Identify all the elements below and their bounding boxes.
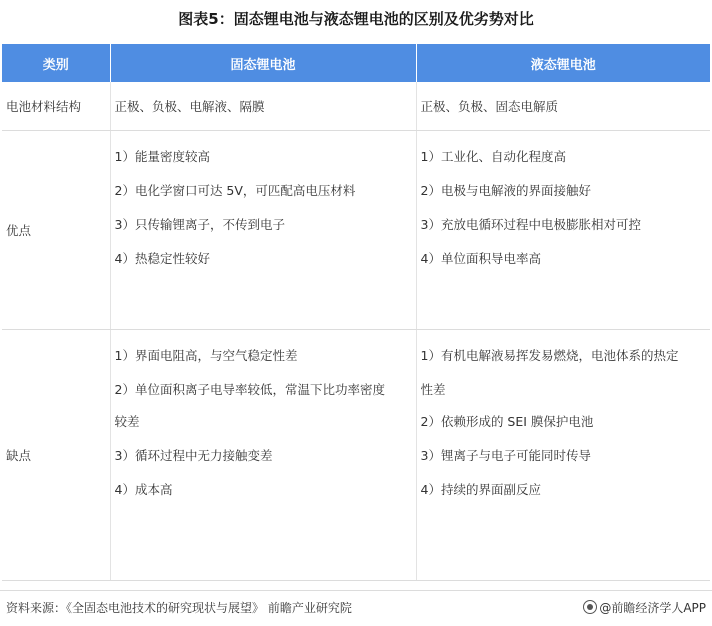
brand-credit (583, 599, 706, 616)
advantage-solid-1: 1）能量密度较高 (114, 149, 210, 164)
disadvantage-liquid-2: 2）依赖形成的 SEI 膜保护电池 (420, 414, 594, 429)
disadvantage-liquid-3: 3）锂离子与电子可能同时传导 (420, 448, 591, 463)
footer (0, 590, 712, 623)
disadvantage-solid-1: 1）界面电阻高，与空气稳定性差 (114, 348, 298, 363)
row-label-structure: 电池材料结构 (2, 82, 110, 131)
row-label-disadvantages: 缺点 (2, 330, 110, 581)
cell-structure-liquid (416, 82, 710, 131)
structure-liquid-text: 正极、负极、固态电解质 (420, 99, 559, 114)
header-solid-battery: 固态锂电池 (110, 44, 416, 82)
figure-title: 图表5：固态锂电池与液态锂电池的区别及优劣势对比 (178, 10, 534, 28)
header-liquid-battery: 液态锂电池 (416, 44, 710, 82)
advantage-solid-3: 3）只传输锂离子，不传到电子 (114, 217, 285, 232)
advantage-liquid-1: 1）工业化、自动化程度高 (420, 149, 566, 164)
structure-solid-text: 正极、负极、电解液、隔膜 (114, 99, 265, 114)
disadvantage-liquid-1: 1）有机电解液易挥发易燃烧，电池体系的热定 (420, 348, 679, 363)
cell-disadvantages-solid (110, 330, 416, 581)
cell-advantages-liquid (416, 131, 710, 330)
advantage-solid-4: 4）热稳定性较好 (114, 251, 210, 266)
advantage-liquid-3: 3）充放电循环过程中电极膨胀相对可控 (420, 217, 641, 232)
disadvantage-solid-4: 4）成本高 (114, 482, 173, 497)
brand-text: @前瞻经济学人APP (599, 601, 706, 615)
table-row-disadvantages (2, 330, 710, 581)
advantage-liquid-2: 2）电极与电解液的界面接触好 (420, 183, 591, 198)
advantage-solid-2: 2）电化学窗口可达 5V，可匹配高电压材料 (114, 183, 356, 198)
row-label-advantages: 优点 (2, 131, 110, 330)
table-row-advantages (2, 131, 710, 330)
disadvantage-solid-2: 2）单位面积离子电导率较低，常温下比功率密度 (114, 382, 385, 397)
brand-logo-icon (583, 600, 597, 614)
cell-structure-solid (110, 82, 416, 131)
advantage-liquid-4: 4）单位面积导电率高 (420, 251, 541, 266)
source-note: 资料来源：《全固态电池技术的研究现状与展望》 前瞻产业研究院 (6, 601, 352, 615)
disadvantage-solid-3: 3）循环过程中无力接触变差 (114, 448, 273, 463)
table-header-row (2, 44, 710, 82)
disadvantage-solid-2-cont: 较差 (114, 414, 140, 429)
comparison-table (2, 44, 710, 581)
header-category: 类别 (2, 44, 110, 82)
cell-advantages-solid (110, 131, 416, 330)
table-row-structure (2, 82, 710, 131)
cell-disadvantages-liquid (416, 330, 710, 581)
disadvantage-liquid-4: 4）持续的界面副反应 (420, 482, 541, 497)
disadvantage-liquid-1-cont: 性差 (420, 382, 446, 397)
